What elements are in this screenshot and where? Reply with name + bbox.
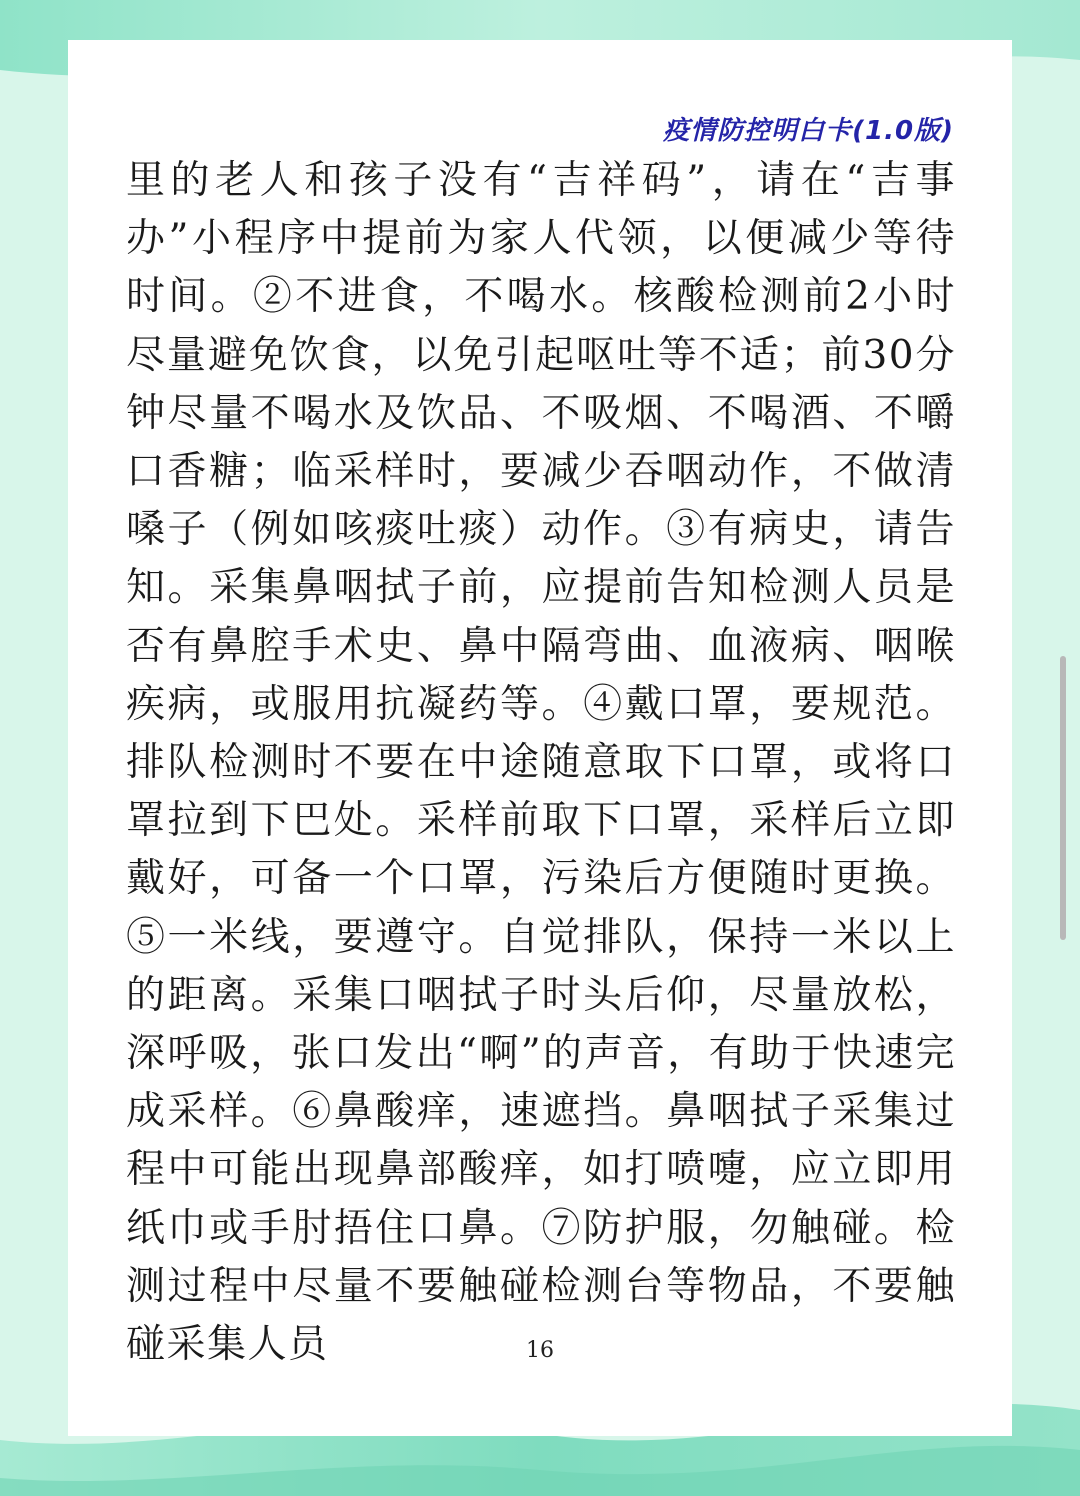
body-text: 里的老人和孩子没有“吉祥码”，请在“吉事办”小程序中提前为家人代领，以便减少等待时间。②不进食，不喝水。核酸检测前2小时尽量避免饮食，以免引起呕吐等不适；前30分钟尽量不喝水及饮品、不吸烟、不喝酒、不嚼口香糖；临采样时，要减少吞咽动作，不做清嗓子（例如咳痰吐痰）动作。③有病史，请告知。采集鼻咽拭子前，应提前告知检测人员是否有鼻腔手术史、鼻中隔弯曲、血液病、咽喉疾病，或服用抗凝药等。④戴口罩，要规范。排队检测时不要在中途随意取下口罩，或将口罩拉到下巴处。采样前取下口罩，采样后立即戴好，可备一个口罩，污染后方便随时更换。⑤一米线，要遵守。自觉排队，保持一米以上的距离。采集口咽拭子时头后仰，尽量放松，深呼吸，张口发出“啊”的声音，有助于快速完成采样。⑥鼻酸痒，速遮挡。鼻咽拭子采集过程中可能出现鼻部酸痒，如打喷嚏，应立即用纸巾或手肘捂住口鼻。⑦防护服，勿触碰。检测过程中尽量不要触碰检测台等物品，不要触碰采集人员 <box>126 158 956 1368</box>
page-number: 16 <box>526 1338 554 1363</box>
scrollbar-thumb[interactable] <box>1060 656 1066 940</box>
header-title: 疫情防控明白卡(1.0版) <box>663 116 954 146</box>
document-page <box>68 40 1012 1436</box>
